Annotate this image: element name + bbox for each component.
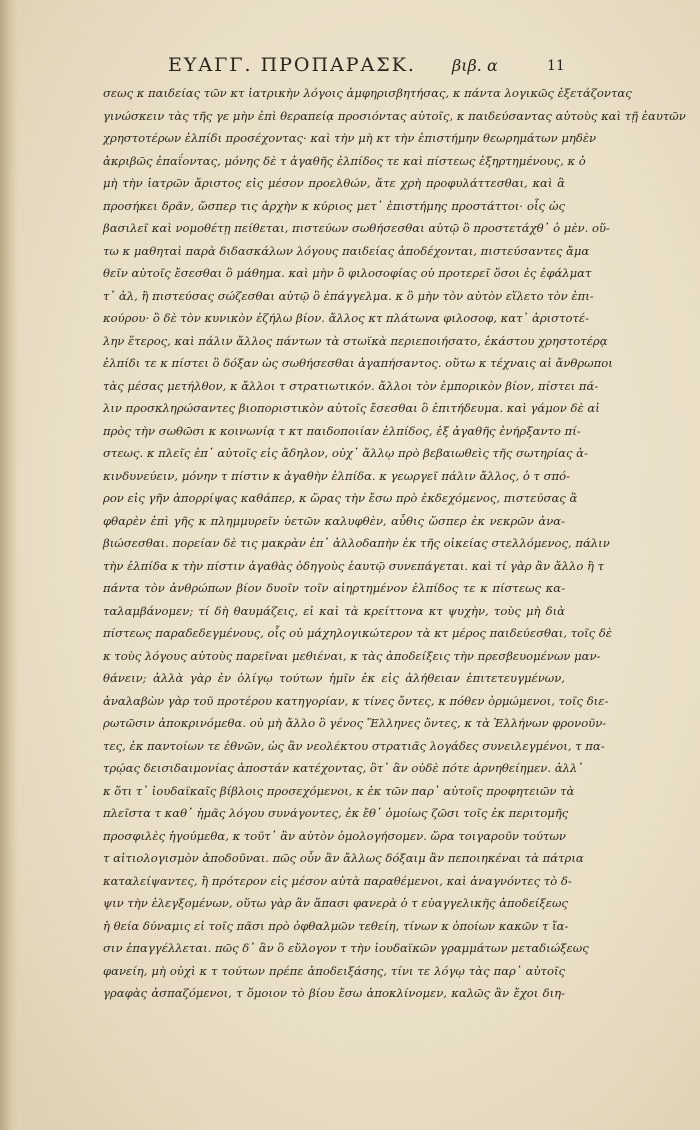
text-line: γραφὰς ἀσπαζόμενοι, τ ὅμοιον τὸ βίου ἔσω ἀποκλίνομεν, καλῶς ἂν ἔχοι διη- — [103, 986, 565, 1000]
text-line: βασιλεῖ καὶ νομοθέτῃ πείθεται, πιστεύων σωθήσεσθαι αὐτῷ ὃ προστετάχθ᾽ ὁ μὲν. οὕ- — [103, 221, 610, 235]
text-line: σιν ἐπαγγέλλεται. πῶς δ᾽ ἂν ὃ εὔλογον τ τὴν ἰουδαϊκῶν γραμμάτων μεταδιώξεως — [103, 941, 589, 955]
text-line: ταλαμβάνομεν; τί δὴ θαυμάζεις, εἰ καὶ τὰ κρείττονα κτ ψυχὴν, τοὺς μὴ διὰ — [103, 603, 565, 618]
text-line: τρῴας δεισιδαιμονίας ἀποστάν κατέχοντας, ὃτ᾽ ἂν οὐδὲ πότε ἀρνηθείημεν. ἀλλ᾽ — [103, 761, 584, 775]
text-line: ἀναλαβὼν γὰρ τοῦ προτέρου κατηγορίαν, κ τίνες ὄντες, κ πόθεν ὁρμώμενοι, τοῖς διε- — [103, 693, 609, 708]
text-line: προσφιλὲς ἡγούμεθα, κ τοῦτ᾽ ἂν αὐτὸν ὁμολογήσομεν. ὥρα τοιγαροῦν τούτων — [103, 828, 566, 843]
text-line: τ αἰτιολογισμὸν ἀποδοῦναι. πῶς οὖν ἂν ἄλλως δόξαιμ ἂν πεποιηκέναι τὰ πάτρια — [103, 851, 584, 865]
text-line: τ᾽ ἀλ, ἢ πιστεύσας σώζεσθαι αὐτῷ ὃ ἐπάγγελμα. κ ὃ μὴν τὸν αὐτὸν εἵλετο τὸν ἐπι- — [103, 288, 594, 303]
text-line: φθαρὲν ἐπὶ γῆς κ πλημμυρεῖν ὑετῶν καλυφθὲν, αὖθις ὥσπερ ἐκ νεκρῶν ἀνα- — [103, 513, 565, 528]
text-line: τὰς μέσας μετήλθον, κ ἄλλοι τ στρατιωτικόν. ἄλλοι τὸν ἐμπορικὸν βίον, πίστει πά- — [103, 378, 599, 393]
text-line: κούρου· ὃ δὲ τὸν κυνικὸν ἐζήλω βίον. ἄλλος κτ πλάτωνα φιλοσοφ, κατ᾽ ἀριστοτέ- — [103, 311, 590, 325]
text-line: θάνειν; ἀλλὰ γὰρ ἐν ὀλίγῳ τούτων ἡμῖν ἐκ εἰς ἀλήθειαν ἐπιτετευγμένων, — [103, 671, 565, 685]
text-line: πλεῖστα τ καθ᾽ ἡμᾶς λόγου συνάγοντες, ἐκ ἔθ᾽ ὁμοίως ζῶσι τοῖς ἐκ περιτομῆς — [103, 806, 569, 820]
text-line: βιώσεσθαι. πορείαν δὲ τις μακρὰν ἐπ᾽ ἀλλοδαπὴν ἐκ τῆς οἰκείας στελλόμενος, πάλιν — [103, 536, 610, 550]
text-line: ψιν τὴν ἐλεγξομένων, οὕτω γὰρ ἂν ἅπασι φανερὰ ὁ τ εὐαγγελικῆς ἀποδείξεως — [103, 896, 568, 910]
text-line: φανείη, μὴ οὐχὶ κ τ τούτων πρέπε ἀποδειξάσης, τίνι τε λόγῳ τὰς παρ᾽ αὐτοῖς — [103, 963, 565, 978]
text-line: μὴ τὴν ἰατρῶν ἄριστος εἰς μέσον προελθών, ἅτε χρὴ προφυλάττεσθαι, καὶ ἃ — [103, 176, 565, 190]
text-line: σεως κ παιδείας τῶν κτ ἰατρικὴν λόγοις ἀμφηρισβητήσας, κ πάντα λογικῶς ἐξετάζοντας — [103, 86, 632, 100]
text-line: κ τοὺς λόγους αὐτοὺς παρεῖναι μεθιέναι, κ τὰς ἀποδείξεις τὴν πρεσβευομένων μαν- — [103, 648, 601, 663]
text-line: καταλείψαντες, ἢ πρότερον εἰς μέσον αὐτὰ παραθέμενοι, καὶ ἀναγνόντες τὸ δ- — [103, 873, 572, 888]
binding-gutter-shadow — [0, 0, 18, 1130]
text-line: λην ἕτερος, καὶ πάλιν ἄλλος πάντων τὰ στωϊκὰ περιεποιήσατο, ἑκάστου χρηστοτέρᾳ — [103, 333, 608, 348]
text-line: ἀκριβῶς ἐπαΐοντας, μόνης δὲ τ ἀγαθῆς ἐλπίδος τε καὶ πίστεως ἐξηρτημένους, κ ὁ — [103, 153, 586, 168]
text-line: ρον εἰς γῆν ἀπορρίψας καθάπερ, κ ὥρας τὴν ἔσω πρὸ ἐκδεχόμενος, πιστεύσας ἃ — [103, 491, 578, 505]
text-line: θεῖν αὐτοῖς ἔσεσθαι ὃ μάθημα. καὶ μὴν ὃ φιλοσοφίας οὐ προτερεῖ ὅσοι ἐς ἐφάλματ — [103, 266, 592, 280]
book-section-mark: βιβ. α — [452, 56, 498, 75]
text-line: προσήκει δρᾶν, ὥσπερ τις ἀρχὴν κ κύριος μετ᾽ ἐπιστήμης προστάττοι· οἷς ὡς — [103, 198, 565, 213]
text-line: πάντα τὸν ἀνθρώπων βίον δυοῖν τοῖν αἰηρτημένον ἐλπίδος τε κ πίστεως κα- — [103, 581, 565, 595]
text-line: γινώσκειν τὰς τῆς γε μὴν ἐπὶ θεραπείᾳ προσιόντας αὐτοῖς, κ παιδεύσαντας αὐτοὺς καὶ τῇ ἑαυτῶν — [103, 108, 686, 123]
text-line: κ ὅτι τ᾽ ἰουδαϊκαῖς βίβλοις προσεχόμενοι, κ ἐκ τῶν παρ᾽ αὐτοῖς προφητειῶν τὰ — [103, 783, 575, 798]
text-line: πίστεως παραδεδεγμένους, οἷς οὐ μάχηλογικώτερον τὰ κτ μέρος παιδεύεσθαι, τοῖς δὲ — [103, 626, 613, 640]
text-line: τὴν ἐλπίδα κ τὴν πίστιν ἀγαθὰς ὁδηγοὺς ἑαυτῷ συνεπάγεται. καὶ τί γὰρ ἂν ἄλλο ἢ τ — [103, 558, 605, 573]
body-text-block — [103, 82, 686, 1005]
text-line: ἡ θεία δύναμις εἰ τοῖς πᾶσι πρὸ ὀφθαλμῶν τεθείη, τίνων κ ὁποίων κακῶν τ ἴα- — [103, 918, 569, 933]
text-line: πρὸς τὴν σωθῶσι κ κοινωνίᾳ τ κτ παιδοποιίαν ἐλπίδος, ἐξ ἀγαθῆς ἐνήρξαντο πί- — [103, 423, 581, 438]
text-line: λιν προσκληρώσαντες βιοποριστικὸν αὐτοῖς ἔσεσθαι ὃ ἐπιτήδευμα. καὶ γάμον δὲ αἱ — [103, 401, 600, 415]
text-line: τες, ἐκ παντοίων τε ἐθνῶν, ὡς ἂν νεολέκτου στρατιᾶς λογάδες συνειλεγμένοι, τ πα- — [103, 738, 605, 753]
text-line: ρωτῶσιν ἀποκρινόμεθα. οὐ μὴ ἄλλο ὃ γένος Ἕλληνες ὄντες, κ τὰ Ἑλλήνων φρονοῦν- — [103, 716, 607, 730]
text-line: ἐλπίδι τε κ πίστει ὃ δόξαν ὡς σωθήσεσθαι ἀγαπήσαντος. οὕτω κ τέχναις αἱ ἄνθρωποι — [103, 356, 613, 370]
text-line: χρηστοτέρων ἐλπίδι προσέχοντας· καὶ τὴν μὴ κτ τὴν ἐπιστήμην θεωρημάτων μηδὲν — [103, 131, 597, 145]
running-head: ΕΥΑΓΓ. ΠΡΟΠΑΡΑΣΚ. — [168, 54, 416, 76]
page-number: 11 — [547, 58, 565, 74]
text-line: κινδυνεύειν, μόνην τ πίστιν κ ἀγαθὴν ἐλπίδα. κ γεωργεῖ πάλιν ἄλλος, ὁ τ σπό- — [103, 468, 571, 483]
text-line: τω κ μαθηταὶ παρὰ διδασκάλων λόγους παιδείας ἀποδέχονται, πιστεύσαντες ἄμα — [103, 243, 590, 258]
text-line: στεως. κ πλεῖς ἐπ᾽ αὐτοῖς εἰς ἄδηλον, οὐχ᾽ ἄλλῳ πρὸ βεβαιωθεὶς τῆς σωτηρίας ἀ- — [103, 446, 588, 460]
